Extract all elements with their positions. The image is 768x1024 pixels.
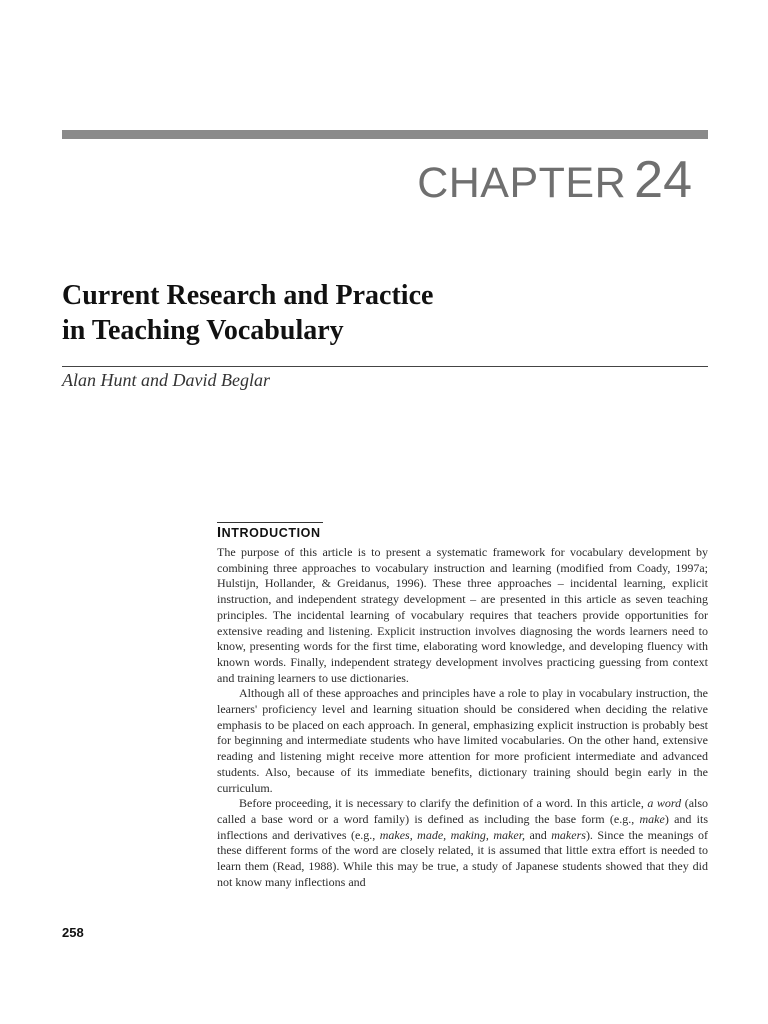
page-number: 258 [62,925,84,940]
chapter-number: 24 [634,151,692,209]
authors: Alan Hunt and David Beglar [62,370,270,390]
p3-term-a-word: a word [647,796,682,811]
p3-example-make: make [639,811,665,826]
paragraph-3 [217,796,708,890]
p3-text-5: ). Since the meanings of these different forms of the word are closely related, it is assumed that little extra effort is needed to learn them (Read, 1988). While this may be true, a study of Japanese students showed that they did not know many inflections and [217,827,709,889]
paragraph-2: Although all of these approaches and principles have a role to play in vocabulary instruction, the learners' proficiency level and learning situation should be considered when deciding the relative emphasis to be placed on each approach. In general, emphasizing explicit instruction is probably best for beginning and intermediate students who have limited vocabularies. On the other hand, extensive reading and listening might receive more attention for more proficient intermediate and advanced students. Also, because of its immediate benefits, dictionary training should begin early in the curriculum. [217,686,708,795]
title-rule [62,366,708,367]
p3-text-1: Before proceeding, it is necessary to clarify the definition of a word. In this article, [239,796,644,811]
p3-example-makers: makers [551,827,586,842]
chapter-word: CHAPTER [417,159,627,207]
p3-text-2: (also called a base word or a word family) is defined as including the base form (e.g., [217,796,709,826]
section-rule [217,522,323,523]
p3-example-forms: makes, made, making, maker, [379,827,526,842]
chapter-heading [417,150,692,210]
chapter-title [62,278,702,348]
p3-text-3: ) and its inflections and derivatives (e.g., [217,811,709,842]
section-heading-rest: NTRODUCTION [221,526,321,540]
section-heading [217,525,321,541]
top-rule [62,130,708,139]
section-heading-initial: I [217,525,222,541]
body-text [217,545,708,890]
paragraph-1: The purpose of this article is to present a systematic framework for vocabulary development by combining three approaches to vocabulary instruction and learning (modified from Coady, 1997a; Hulstijn, Hollander, & Greidanus, 1996). These three approaches – incidental learning, explicit instruction, and independent strategy development – are presented in this article as seven teaching principles. The incidental learning of vocabulary requires that teachers provide opportunities for extensive reading and listening. Explicit instruction involves diagnosing the words learners need to know, presenting words for the first time, elaborating word knowledge, and developing fluency with known words. Finally, independent strategy development involves practicing guessing from context and training learners to use dictionaries. [217,545,708,685]
chapter-title-line-1: Current Research and Practice [62,280,434,311]
chapter-title-line-2: in Teaching Vocabulary [62,315,344,346]
p3-text-4: and [529,827,547,842]
